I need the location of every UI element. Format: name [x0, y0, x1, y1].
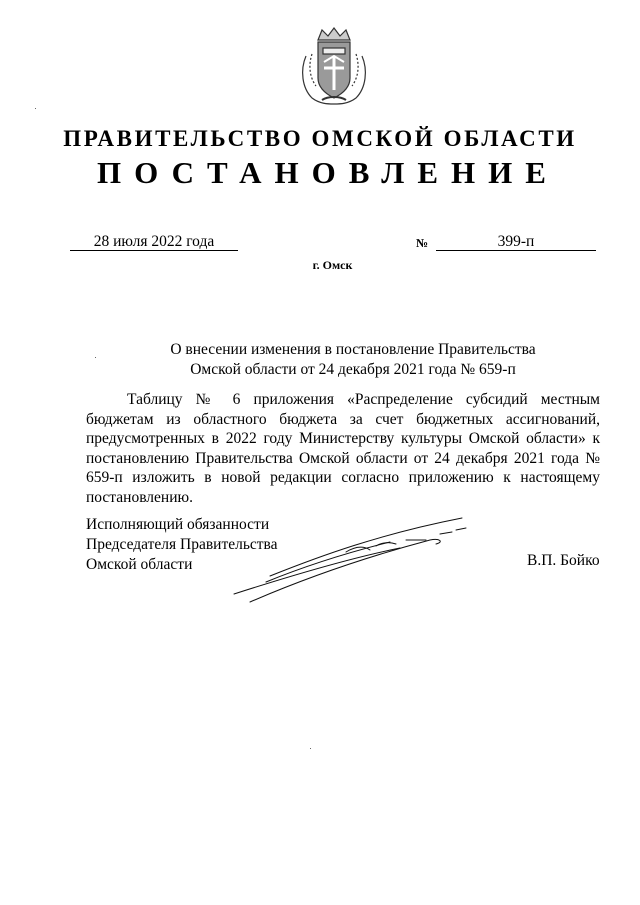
document-number: 399-п — [497, 233, 535, 250]
handwritten-signature — [230, 512, 470, 608]
scan-speck — [35, 108, 36, 109]
signer-name: В.П. Бойко — [527, 552, 600, 569]
number-label: № — [416, 236, 429, 250]
subject-line-2: Омской области от 24 декабря 2021 года № 659-п — [190, 361, 516, 378]
date-underline — [70, 250, 238, 251]
number-underline — [436, 250, 596, 251]
city-label: г. Омск — [312, 258, 353, 272]
document-subject — [120, 340, 586, 380]
signer-position-line-3: Омской области — [86, 555, 193, 573]
body-paragraph: Таблицу № 6 приложения «Распределение субсидий местным бюджетам из областного бюджета за счет бюджетных ассигнований, предусмотренных в 2022 году Министерству культуры Омской области» к постановлению Правительства Омской области от 24 декабря 2021 года № 659-п изложить в новой редакции согласно приложению к настоящему постановлению. — [86, 391, 600, 506]
omsk-coat-of-arms-icon — [298, 26, 370, 106]
signer-position-line-2: Председателя Правительства — [86, 535, 278, 553]
document-date: 28 июля 2022 года — [93, 233, 215, 250]
scan-speck — [310, 748, 311, 749]
government-title: ПРАВИТЕЛЬСТВО ОМСКОЙ ОБЛАСТИ — [63, 126, 577, 151]
scan-speck — [95, 357, 96, 358]
document-type-title: ПОСТАНОВЛЕНИЕ — [97, 155, 559, 190]
subject-line-1: О внесении изменения в постановление Правительства — [170, 341, 536, 358]
signer-position-line-1: Исполняющий обязанности — [86, 516, 270, 533]
